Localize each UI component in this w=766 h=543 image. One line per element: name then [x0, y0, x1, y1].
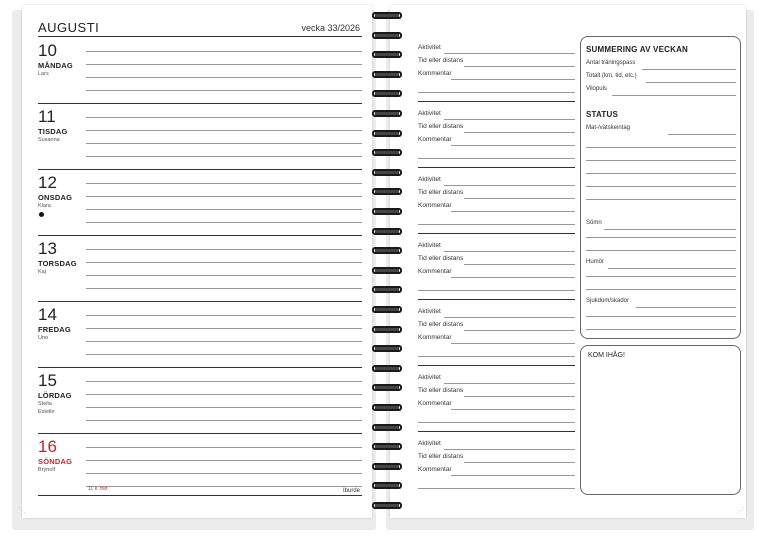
- writing-line: [86, 341, 362, 342]
- training-entry: [418, 38, 575, 102]
- day-name: TISDAG: [38, 127, 68, 136]
- writing-line: [642, 69, 736, 70]
- writing-line: [86, 77, 362, 78]
- spiral-ring: [372, 482, 402, 489]
- spiral-ring: [372, 130, 402, 137]
- writing-line: [464, 462, 575, 463]
- writing-line: [451, 79, 575, 80]
- writing-line: [86, 222, 362, 223]
- writing-line: [586, 237, 736, 238]
- writing-line: [444, 251, 575, 252]
- writing-line: [86, 407, 362, 408]
- day-number: 16: [38, 437, 57, 456]
- spiral-ring: [372, 51, 402, 58]
- training-entry: [418, 368, 575, 432]
- status-label: Sjukdom/skador: [586, 298, 630, 304]
- writing-line: [86, 420, 362, 421]
- writing-line: [86, 288, 362, 289]
- name-day: Uno: [38, 335, 49, 341]
- footer-rule: [38, 495, 362, 496]
- writing-line: [86, 143, 362, 144]
- training-row: [418, 70, 575, 80]
- writing-line: [86, 64, 362, 65]
- status-label: Humör: [586, 259, 605, 265]
- summary-row: [586, 86, 736, 96]
- training-label: Tid eller distans: [418, 57, 464, 64]
- writing-line: [418, 92, 575, 93]
- writing-line: [464, 396, 575, 397]
- training-divider: [418, 299, 575, 300]
- writing-line: [86, 328, 362, 329]
- header-rule: [38, 36, 362, 37]
- training-label: Kommentar: [418, 70, 452, 77]
- writing-line: [636, 307, 736, 308]
- writing-line: [418, 422, 575, 423]
- writing-line: [612, 95, 736, 96]
- day-name: FREDAG: [38, 325, 71, 334]
- training-row: [418, 321, 575, 331]
- writing-line: [586, 199, 736, 200]
- day-number: 14: [38, 305, 57, 324]
- day-number: 12: [38, 173, 57, 192]
- left-page: [22, 5, 372, 518]
- name-day: Brynolf: [38, 467, 56, 473]
- training-row: [418, 440, 575, 450]
- training-row: [418, 189, 575, 199]
- writing-line: [418, 158, 575, 159]
- training-label: Kommentar: [418, 400, 452, 407]
- day-block: [38, 434, 362, 500]
- writing-line: [418, 356, 575, 357]
- writing-line: [86, 486, 362, 487]
- training-divider: [418, 167, 575, 168]
- writing-line: [464, 264, 575, 265]
- status-row: [586, 259, 736, 269]
- writing-line: [451, 409, 575, 410]
- writing-line: [86, 473, 362, 474]
- training-row: [418, 466, 575, 476]
- summary-label: Antal träningspass: [586, 60, 636, 66]
- corner-mark-right: ⋰: [736, 506, 744, 515]
- writing-line: [86, 196, 362, 197]
- day-block: [38, 104, 362, 170]
- training-entry: [418, 104, 575, 168]
- spiral-ring: [372, 149, 402, 156]
- training-label: Aktivitet: [418, 374, 441, 381]
- writing-line: [86, 90, 362, 91]
- training-entry: [418, 434, 575, 498]
- writing-line: [464, 330, 575, 331]
- writing-line: [86, 156, 362, 157]
- training-row: [418, 44, 575, 54]
- training-row: [418, 242, 575, 252]
- day-name: MÅNDAG: [38, 61, 73, 70]
- name-day: Stella Estelle: [38, 401, 55, 415]
- spiral-ring: [372, 208, 402, 215]
- corner-mark-left: ⋱: [18, 506, 26, 515]
- spiral-ring: [372, 267, 402, 274]
- writing-line: [451, 343, 575, 344]
- writing-line: [586, 276, 736, 277]
- writing-line: [668, 134, 736, 135]
- writing-line: [444, 317, 575, 318]
- training-row: [418, 176, 575, 186]
- week-label: vecka 33/2026: [301, 23, 360, 33]
- spiral-ring: [372, 247, 402, 254]
- writing-line: [586, 250, 736, 251]
- remember-box: [580, 345, 741, 495]
- spiral-ring: [372, 169, 402, 176]
- summary-label: Vilopuls: [586, 86, 607, 92]
- writing-line: [586, 289, 736, 290]
- writing-line: [86, 130, 362, 131]
- writing-line: [586, 316, 736, 317]
- day-number: 15: [38, 371, 57, 390]
- training-row: [418, 202, 575, 212]
- spiral-ring: [372, 71, 402, 78]
- writing-line: [444, 449, 575, 450]
- spiral-ring: [372, 345, 402, 352]
- name-day: Klara: [38, 203, 51, 209]
- training-row: [418, 123, 575, 133]
- writing-line: [86, 262, 362, 263]
- writing-line: [451, 145, 575, 146]
- day-number: 10: [38, 41, 57, 60]
- training-row: [418, 110, 575, 120]
- writing-line: [86, 117, 362, 118]
- writing-line: [646, 82, 736, 83]
- writing-line: [86, 249, 362, 250]
- training-divider: [418, 431, 575, 432]
- writing-line: [451, 277, 575, 278]
- writing-line: [586, 329, 736, 330]
- writing-line: [86, 394, 362, 395]
- training-label: Kommentar: [418, 268, 452, 275]
- writing-line: [418, 290, 575, 291]
- day-name: SÖNDAG: [38, 457, 73, 466]
- name-day: Lars: [38, 71, 49, 77]
- writing-line: [86, 183, 362, 184]
- day-block: [38, 170, 362, 236]
- writing-line: [86, 381, 362, 382]
- training-entry: [418, 236, 575, 300]
- training-row: [418, 255, 575, 265]
- writing-line: [608, 268, 736, 269]
- spiral-ring: [372, 463, 402, 470]
- training-row: [418, 57, 575, 67]
- spiral-ring: [372, 326, 402, 333]
- writing-line: [586, 147, 736, 148]
- writing-line: [86, 460, 362, 461]
- training-label: Kommentar: [418, 466, 452, 473]
- training-row: [418, 334, 575, 344]
- status-row: [586, 298, 736, 308]
- footer-holiday-note: 11 e. tref.: [88, 486, 109, 492]
- spiral-ring: [372, 110, 402, 117]
- writing-line: [451, 211, 575, 212]
- spiral-ring: [372, 384, 402, 391]
- training-label: Kommentar: [418, 136, 452, 143]
- spiral-ring: [372, 188, 402, 195]
- spiral-ring: [372, 365, 402, 372]
- summary-row: [586, 60, 736, 70]
- name-day: Kaj: [38, 269, 46, 275]
- training-row: [418, 400, 575, 410]
- spiral-ring: [372, 32, 402, 39]
- status-label: Mat-/vätskeintag: [586, 125, 631, 131]
- spiral-ring: [372, 12, 402, 19]
- spiral-ring: [372, 424, 402, 431]
- summary-row: [586, 73, 736, 83]
- training-row: [418, 387, 575, 397]
- writing-line: [418, 488, 575, 489]
- day-name: TORSDAG: [38, 259, 77, 268]
- writing-line: [86, 51, 362, 52]
- writing-line: [86, 354, 362, 355]
- training-row: [418, 268, 575, 278]
- day-name: ONSDAG: [38, 193, 73, 202]
- month-title: AUGUSTI: [38, 20, 100, 35]
- day-name: LÖRDAG: [38, 391, 72, 400]
- training-label: Kommentar: [418, 334, 452, 341]
- spiral-ring: [372, 306, 402, 313]
- day-block: [38, 368, 362, 434]
- day-block: [38, 236, 362, 302]
- status-title: STATUS: [586, 110, 619, 119]
- writing-line: [464, 132, 575, 133]
- training-label: Aktivitet: [418, 308, 441, 315]
- writing-line: [451, 475, 575, 476]
- training-label: Tid eller distans: [418, 123, 464, 130]
- remember-title: KOM IHÅG!: [588, 352, 625, 359]
- writing-line: [444, 383, 575, 384]
- training-row: [418, 453, 575, 463]
- status-label: Sömn: [586, 220, 602, 226]
- training-label: Tid eller distans: [418, 189, 464, 196]
- right-page: [390, 5, 746, 518]
- spiral-ring: [372, 502, 402, 509]
- training-label: Tid eller distans: [418, 321, 464, 328]
- training-entry: [418, 170, 575, 234]
- writing-line: [464, 66, 575, 67]
- spiral-ring: [372, 228, 402, 235]
- training-label: Aktivitet: [418, 110, 441, 117]
- weekly-summary-box: [580, 36, 741, 339]
- training-divider: [418, 233, 575, 234]
- spiral-ring: [372, 443, 402, 450]
- summary-title: SUMMERING AV VECKAN: [586, 45, 689, 54]
- status-row: [586, 220, 736, 230]
- writing-line: [86, 209, 362, 210]
- writing-line: [86, 275, 362, 276]
- training-divider: [418, 365, 575, 366]
- training-row: [418, 374, 575, 384]
- training-divider: [418, 101, 575, 102]
- day-block: [38, 38, 362, 104]
- writing-line: [86, 315, 362, 316]
- writing-line: [586, 186, 736, 187]
- writing-line: [418, 224, 575, 225]
- training-label: Aktivitet: [418, 44, 441, 51]
- day-number: 13: [38, 239, 57, 258]
- name-day: Susanna: [38, 137, 60, 143]
- training-row: [418, 136, 575, 146]
- footer-name: Iburde: [342, 488, 360, 494]
- training-label: Tid eller distans: [418, 387, 464, 394]
- day-number: 11: [38, 107, 56, 126]
- writing-line: [586, 160, 736, 161]
- writing-line: [444, 53, 575, 54]
- training-label: Aktivitet: [418, 242, 441, 249]
- training-entry: [418, 302, 575, 366]
- training-label: Kommentar: [418, 202, 452, 209]
- writing-line: [86, 447, 362, 448]
- training-label: Aktivitet: [418, 176, 441, 183]
- spiral-ring: [372, 404, 402, 411]
- writing-line: [444, 119, 575, 120]
- status-row: [586, 125, 736, 135]
- day-block: [38, 302, 362, 368]
- writing-line: [604, 229, 736, 230]
- training-row: [418, 308, 575, 318]
- moon-phase-icon: [39, 212, 44, 217]
- writing-line: [586, 173, 736, 174]
- spiral-ring: [372, 90, 402, 97]
- summary-label: Totalt (km, tid, etc.): [586, 73, 637, 79]
- training-label: Aktivitet: [418, 440, 441, 447]
- training-label: Tid eller distans: [418, 255, 464, 262]
- training-label: Tid eller distans: [418, 453, 464, 460]
- writing-line: [444, 185, 575, 186]
- spiral-ring: [372, 286, 402, 293]
- writing-line: [464, 198, 575, 199]
